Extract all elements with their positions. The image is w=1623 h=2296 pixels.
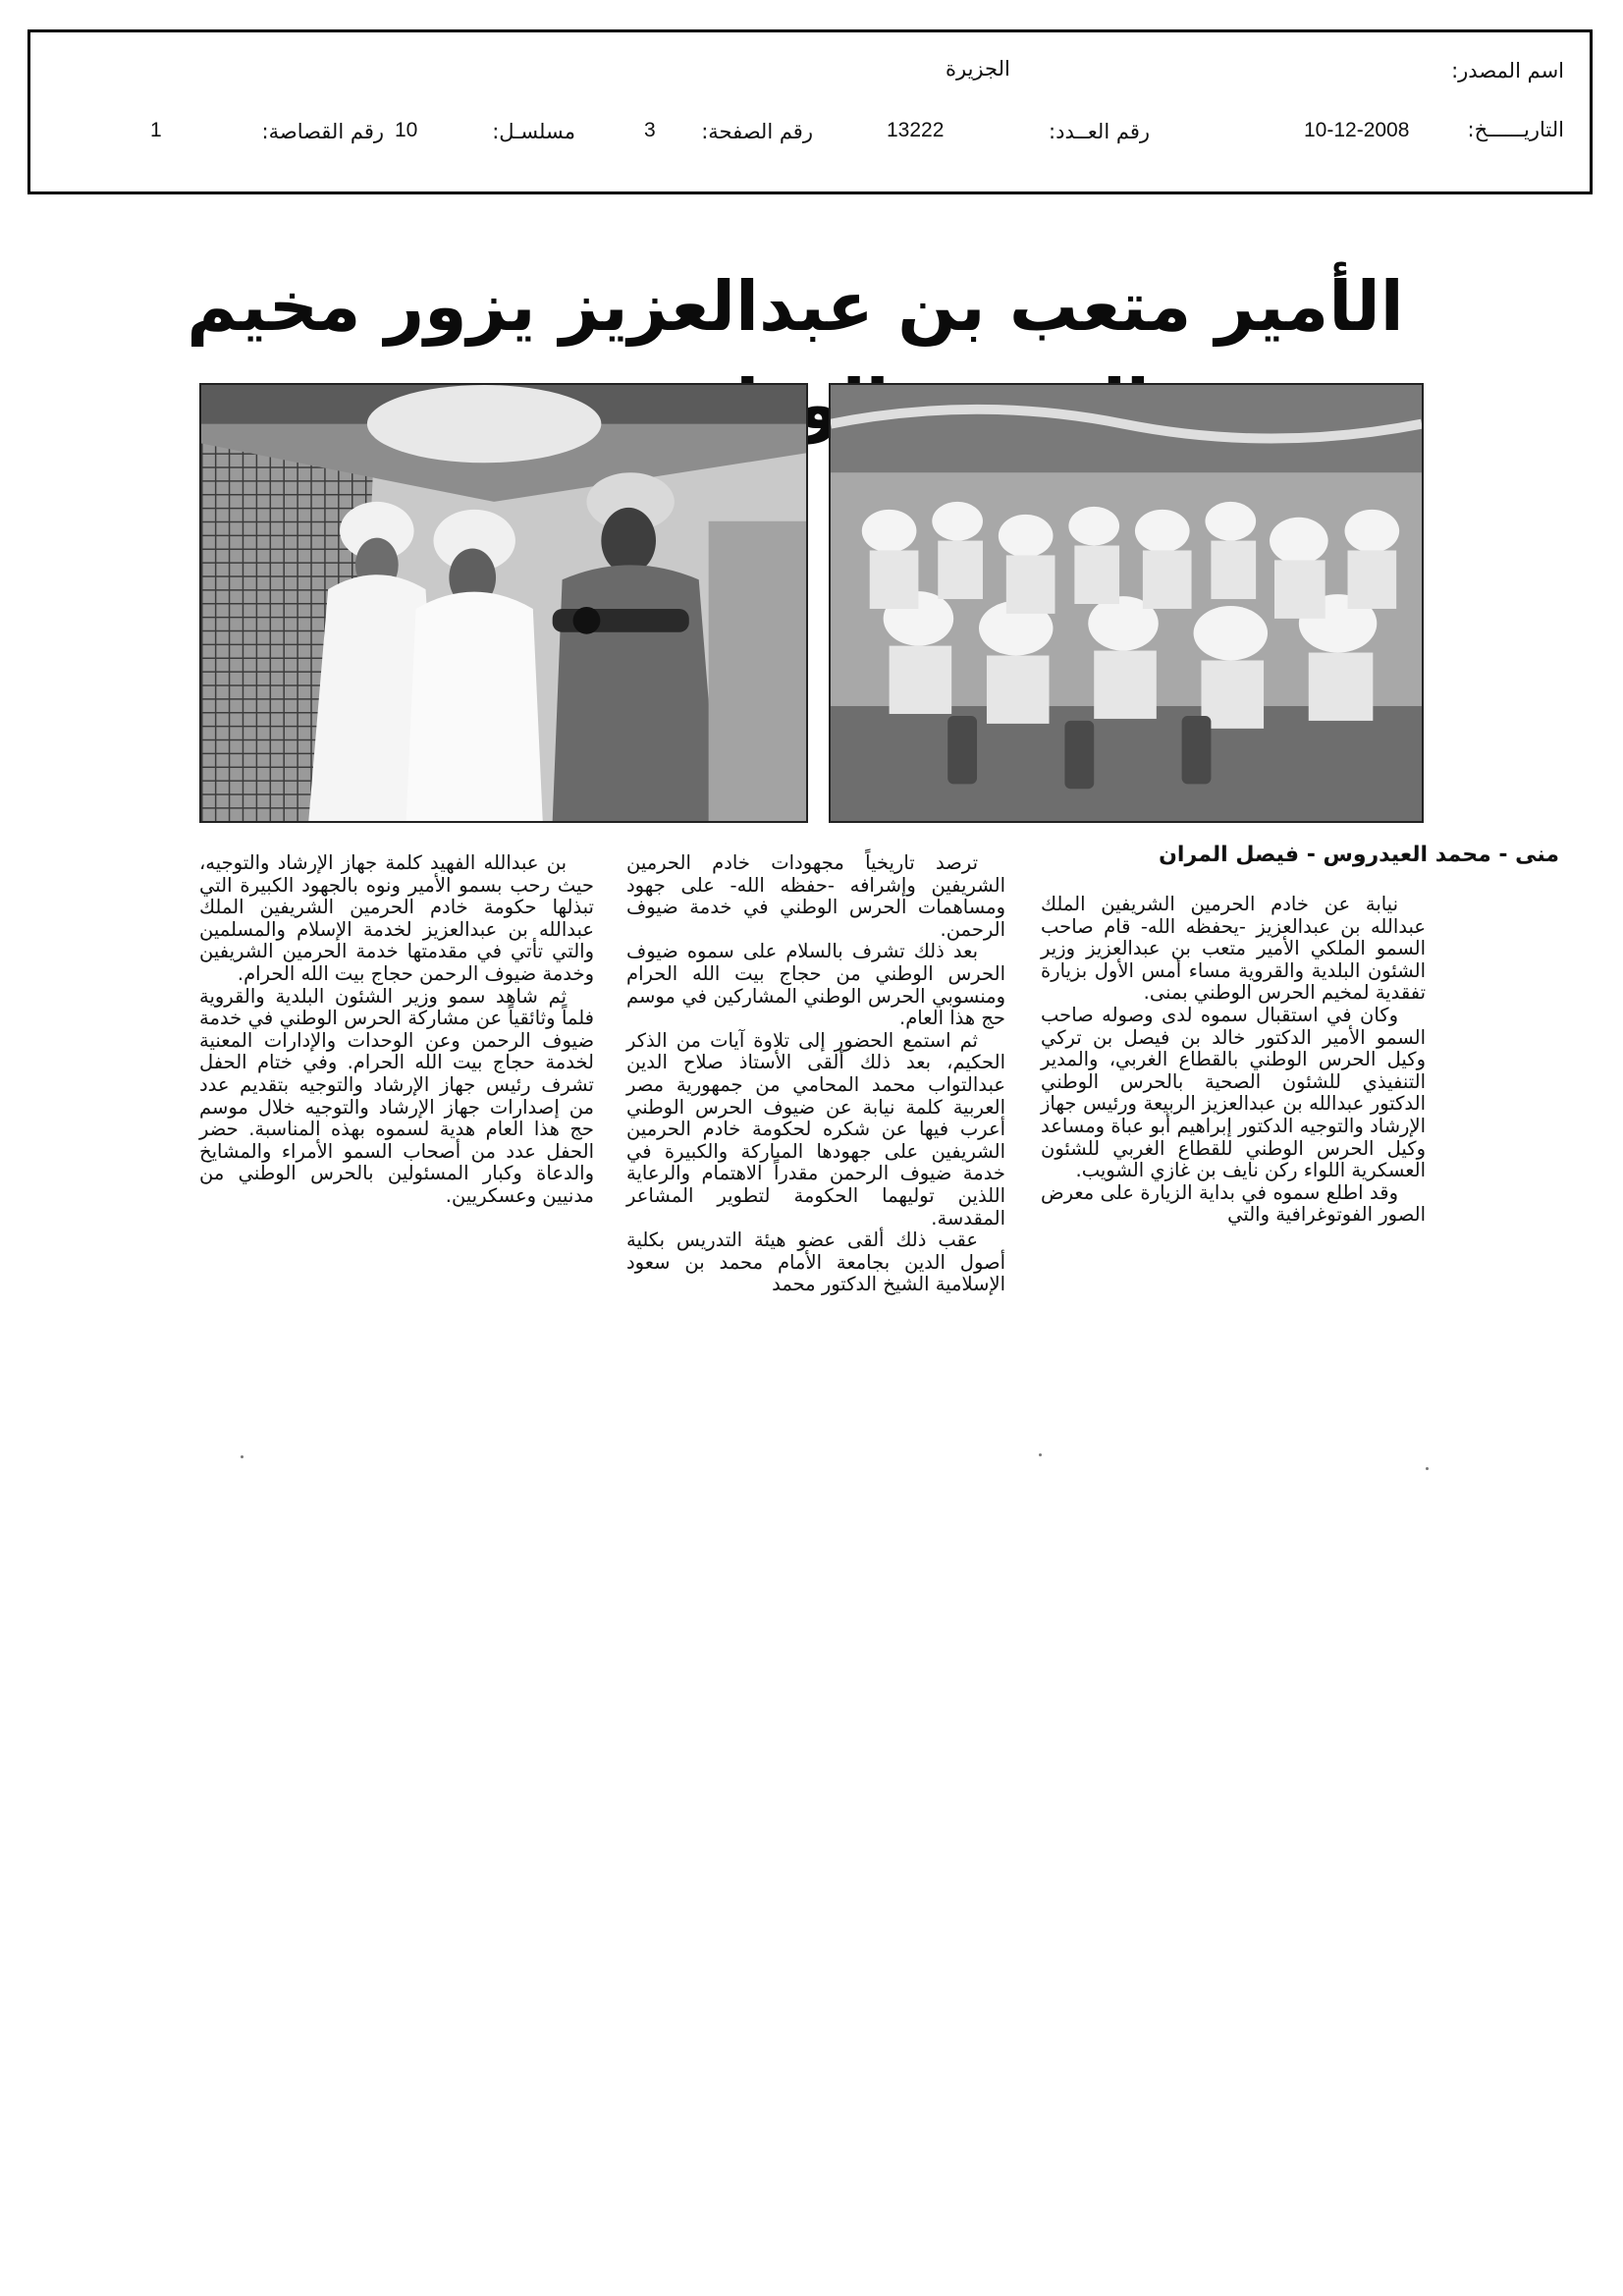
paragraph: بن عبدالله الفهيد كلمة جهاز الإرشاد والتوجيه، حيث رحب بسمو الأمير ونوه بالجهود الكبيرة التي تبذلها حكومة خادم الحرمين الشريفين الملك عبدالله بن عبدالعزيز لخدمة الإسلام والمسلمين والتي تأتي في مقدمتها خدمة الحرمين الشريفين وخدمة ضيوف الرحمن حجاج بيت الله الحرام. <box>199 851 594 985</box>
photo-guests-image <box>831 385 1422 821</box>
clip-label: رقم القصاصة: <box>261 120 384 143</box>
issue-label: رقم العــدد: <box>1049 120 1150 143</box>
article-column-left <box>199 852 594 1208</box>
article-column-right <box>1041 894 1426 1227</box>
scan-speck <box>1039 1453 1042 1456</box>
paragraph: وكان في استقبال سموه لدى وصوله صاحب السمو الأمير الدكتور خالد بن فيصل بن تركي وكيل الحرس الوطني بالقطاع الغربي، والمدير التنفيذي للشئون الصحية بالحرس الوطني الدكتور عبدالله بن عبدالعزيز الربيعة ورئيس جهاز الإرشاد والتوجيه الدكتور إبراهيم أبو عباة ومساعد وكيل الحرس الوطني للقطاع الغربي للشئون العسكرية اللواء ركن نايف بن غازي الشويب. <box>1041 1003 1426 1182</box>
date-value: 10-12-2008 <box>1304 119 1410 141</box>
paragraph: ثم شاهد سمو وزير الشئون البلدية والقروية فلماً وثائقياً عن مشاركة الحرس الوطني في خدمة ضيوف الرحمن وعن الوحدات والإدارات المعنية لخدمة حجاج بيت الله الحرام. وفي ختام الحفل تشرف رئيس جهاز الإرشاد والتوجيه بتقديم عدد من إصدارات جهاز الإرشاد والتوجيه خلال موسم حج هذا العام هدية لسموه بهذه المناسبة. حضر الحفل عدد من أصحاب السمو الأمراء والمشايخ والدعاة وكبار المسئولين بالحرس الوطني من مدنيين وعسكريين. <box>199 984 594 1207</box>
page-value: 3 <box>644 119 656 141</box>
serial-label: مسلسـل: <box>492 120 575 143</box>
date-label: التاريــــــخ: <box>1467 118 1564 141</box>
paragraph: وقد اطلع سموه في بداية الزيارة على معرض الصور الفوتوغرافية والتي <box>1041 1180 1426 1227</box>
clip-value: 1 <box>150 119 162 141</box>
article-byline: منى - محمد العيدروس - فيصل المران <box>1159 843 1559 867</box>
paragraph: ثم استمع الحضور إلى تلاوة آيات من الذكر الحكيم، بعد ذلك ألقى الأستاذ صلاح الدين عبدالتواب محمد المحامي من جمهورية مصر العربية كلمة نيابة عن ضيوف الحرس الوطني أعرب فيها عن شكره لحكومة خادم الحرمين الشريفين على جهودها المباركة والكبيرة في خدمة ضيوف الرحمن مقدراً الاهتمام والرعاية اللذين توليهما الحكومة لتطوير المشاعر المقدسة. <box>626 1028 1005 1230</box>
page-label: رقم الصفحة: <box>701 120 813 143</box>
paragraph: عقب ذلك ألقى عضو هيئة التدريس بكلية أصول الدين بجامعة الأمام محمد بن سعود الإسلامية الشيخ الدكتور محمد <box>626 1229 1005 1296</box>
scan-speck <box>241 1455 243 1458</box>
source-value: الجزيرة <box>946 57 1010 81</box>
photo-tour-image <box>201 385 806 821</box>
scan-speck <box>1426 1467 1429 1470</box>
article-column-middle <box>626 852 1005 1296</box>
photo-tour <box>199 383 808 823</box>
paragraph: ترصد تاريخياً مجهودات خادم الحرمين الشريفين وإشرافه -حفظه الله- على جهود ومساهمات الحرس الوطني في خدمة ضيوف الرحمن. <box>626 851 1005 941</box>
article-headline: الأمير متعب بن عبدالعزيز يزور مخيم <box>187 266 1404 347</box>
photo-guests <box>829 383 1424 823</box>
paragraph: بعد ذلك تشرف بالسلام على سموه ضيوف الحرس الوطني من حجاج بيت الله الحرام ومنسوبي الحرس الوطني المشاركين في موسم حج هذا العام. <box>626 940 1005 1030</box>
source-label: اسم المصدر: <box>1451 59 1564 82</box>
serial-value: 10 <box>395 119 418 141</box>
metadata-box <box>27 29 1593 194</box>
issue-value: 13222 <box>887 119 945 141</box>
paragraph: نيابة عن خادم الحرمين الشريفين الملك عبدالله بن عبدالعزيز -يحفظه الله- قام صاحب السمو الملكي الأمير متعب بن عبدالعزيز وزير الشئون البلدية والقروية مساء أمس الأول بزيارة تفقدية لمخيم الحرس الوطني بمنى. <box>1041 893 1426 1005</box>
